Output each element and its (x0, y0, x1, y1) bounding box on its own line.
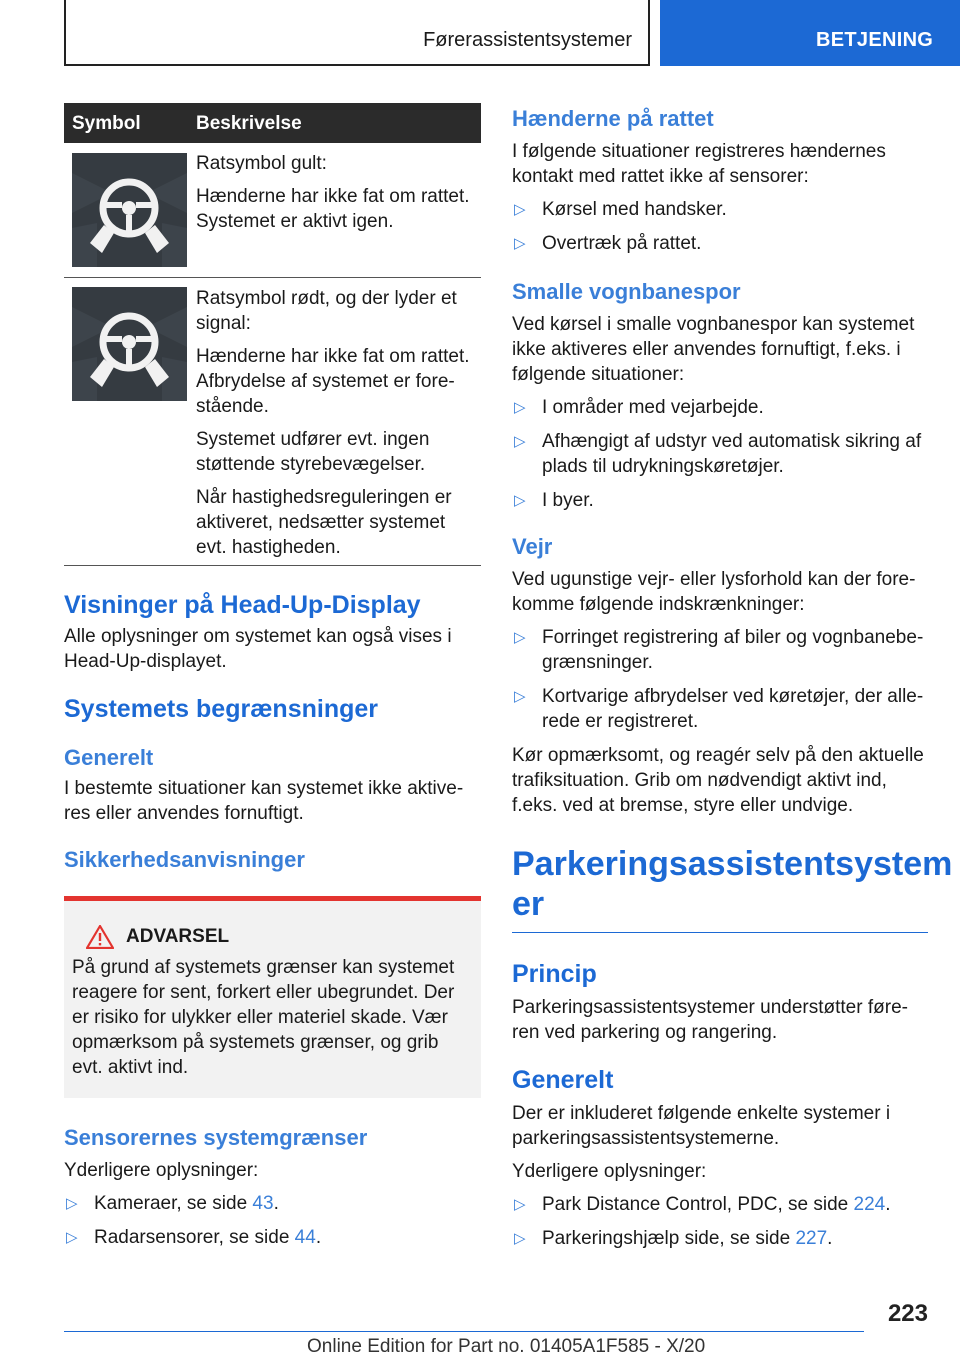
bullet-triangle-icon: ▷ (514, 629, 526, 646)
header-section-title: Førerassistentsystemer (423, 29, 632, 51)
table-header-description: Beskrivelse (196, 113, 302, 134)
table-row-line: Systemet udfører evt. ingen støttende styrebevægelser. (196, 429, 430, 475)
list-item: ▷ Parkeringshjælp side, se side 227. (514, 1228, 833, 1249)
header-section-box (64, 0, 650, 66)
hud-text: Alle oplysninger om systemet kan også vises i Head-Up-displayet. (64, 626, 452, 672)
warning-box (64, 896, 481, 1098)
list-item: ▷ Kameraer, se side 43. (66, 1193, 279, 1214)
header-chapter-title: BETJENING (816, 29, 934, 51)
page-link-224[interactable]: 224 (853, 1194, 886, 1215)
table-row-line: Ratsymbol gult: (196, 153, 327, 174)
bullet-triangle-icon: ▷ (514, 492, 526, 509)
warning-title (72, 925, 471, 949)
list-item: ▷ Overtræk på rattet. (514, 233, 702, 254)
steering-wheel-hands-red-icon (72, 287, 187, 401)
page-number: 223 (887, 1300, 928, 1327)
bullet-triangle-icon: ▷ (514, 399, 526, 416)
limits-general-heading: Generelt (64, 745, 154, 770)
footer-edition: Online Edition for Part no. 01405A1F585 - X/20 (307, 1336, 706, 1357)
page-link-44[interactable]: 44 (294, 1227, 316, 1248)
bullet-triangle-icon: ▷ (66, 1229, 78, 1246)
table-row-line: Når hastighedsreguleringen er aktiveret, nedsætter systemet evt. hastigheden. (196, 487, 452, 558)
hands-heading: Hænderne på rattet (512, 106, 714, 131)
parking-title-block (512, 844, 953, 933)
list-item: ▷ Afhængigt af udstyr ved automatisk sikring af plads til udrykningskøretøjer. (514, 431, 922, 477)
right-column (512, 103, 953, 1260)
weather-text: Ved ugunstige vejr- eller lysforhold kan der forekomme følgende indskrænkninger: (512, 569, 916, 615)
list-item: ▷ I områder med vejarbejde. (514, 397, 764, 418)
parking-general-heading: Generelt (512, 1066, 614, 1094)
parking-heading-line1: Parkeringsassistentsystem (512, 845, 953, 883)
weather-heading: Vejr (512, 534, 553, 559)
warning-triangle-icon (86, 925, 114, 949)
table-row-description (196, 143, 481, 248)
warning-label: ADVARSEL (126, 926, 230, 947)
table-row-description (196, 278, 481, 574)
table-header (64, 103, 481, 143)
list-item: ▷ Park Distance Control, PDC, se side 224. (514, 1194, 891, 1215)
footer-divider (64, 1331, 864, 1332)
weather-after-text: Kør opmærksomt, og reagér selv på den aktuelle trafiksituation. Grib om nødvendigt aktivt ind, f.eks. ved at bremse, styre eller undvige. (512, 745, 924, 816)
bullet-triangle-icon: ▷ (514, 433, 526, 450)
list-item: ▷ Kørsel med handsker. (514, 199, 727, 220)
table-row-line: Hænderne har ikke fat om rattet. Systemet er aktivt igen. (196, 186, 470, 232)
table-row-line: Ratsymbol rødt, og der lyder et signal: (196, 288, 457, 334)
limits-heading: Systemets begrænsninger (64, 695, 378, 723)
page-link-227[interactable]: 227 (795, 1228, 828, 1249)
parking-general-text: Der er inkluderet følgende enkelte systemer i parkeringsassistentsystemerne. (512, 1103, 891, 1149)
sensor-text: Yderligere oplysninger: (64, 1160, 259, 1181)
sensor-heading: Sensorernes systemgrænser (64, 1125, 368, 1150)
narrow-heading: Smalle vognbanespor (512, 279, 741, 304)
limits-general-text: I bestemte situationer kan systemet ikke aktiveres eller anvendes fornuftigt. (64, 778, 464, 824)
table-row-line: Hænderne har ikke fat om rattet. Afbrydelse af systemet er forestående. (196, 346, 470, 417)
bullet-triangle-icon: ▷ (514, 1230, 526, 1247)
list-item: ▷ I byer. (514, 490, 594, 511)
list-item: ▷ Radarsensorer, se side 44. (66, 1227, 322, 1248)
list-item: ▷ Forringet registrering af biler og vognbanebegrænsninger. (514, 627, 924, 673)
steering-wheel-hands-yellow-icon (72, 153, 187, 267)
table-row (64, 143, 481, 278)
table-row (64, 278, 481, 566)
parking-heading-line2: er (512, 885, 545, 923)
list-item: ▷ Kortvarige afbrydelser ved køretøjer, der allerede er registreret. (514, 686, 924, 732)
bullet-triangle-icon: ▷ (514, 201, 526, 218)
header-chapter-tab[interactable] (660, 0, 960, 66)
bullet-triangle-icon: ▷ (514, 1196, 526, 1213)
hands-text: I følgende situationer registreres hændernes kontakt med rattet ikke af sensorer: (512, 141, 886, 187)
parking-more-text: Yderligere oplysninger: (512, 1161, 707, 1182)
principle-heading: Princip (512, 960, 597, 988)
bullet-triangle-icon: ▷ (514, 235, 526, 252)
warning-text: På grund af systemets grænser kan systemet reagere for sent, forkert eller ubegrundet. Der er risiko for ulykker eller materiel skade. Vær opmærksom på systemets grænser, og grib evt. aktivt ind. (72, 957, 455, 1078)
left-column (64, 103, 481, 1259)
safety-heading: Sikkerhedsanvisninger (64, 847, 305, 872)
table-header-symbol: Symbol (72, 113, 141, 134)
bullet-triangle-icon: ▷ (514, 688, 526, 705)
principle-text: Parkeringsassistentsystemer understøtter føreren ved parkering og rangering. (512, 997, 908, 1043)
bullet-triangle-icon: ▷ (66, 1195, 78, 1212)
symbol-table (64, 103, 481, 566)
narrow-text: Ved kørsel i smalle vognbanespor kan systemet ikke aktiveres eller anvendes fornuftigt, f.eks. i følgende situationer: (512, 314, 915, 385)
hud-heading: Visninger på Head-Up-Display (64, 591, 421, 619)
page-link-43[interactable]: 43 (252, 1193, 274, 1214)
